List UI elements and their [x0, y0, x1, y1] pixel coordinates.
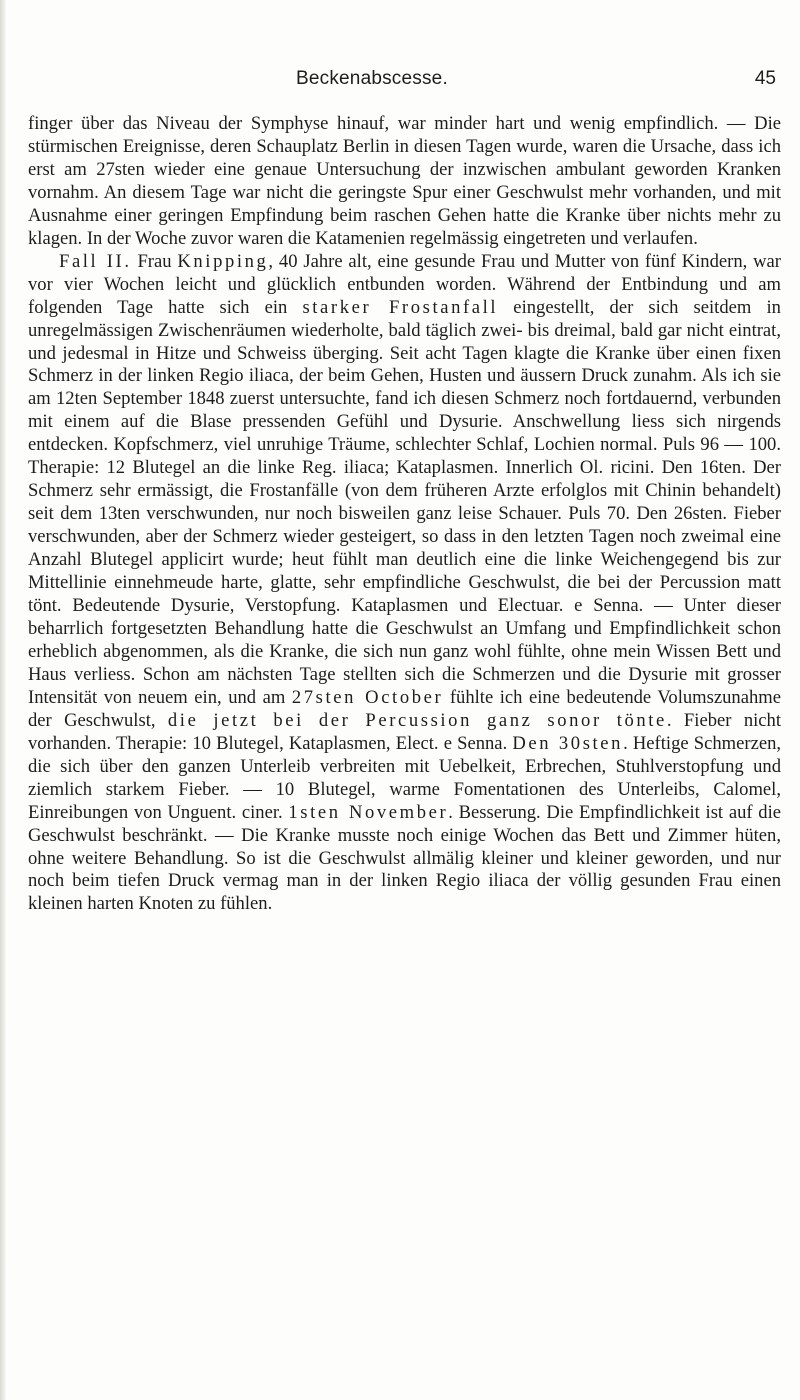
page-number: 45: [754, 68, 776, 89]
case-text-e: . Fieber nicht vorhanden. Therapie: 10 Blutegel, Kataplasmen, Elect. e Senna.: [28, 709, 781, 754]
case-label: Fall II.: [59, 250, 132, 272]
body-text: [28, 113, 781, 916]
running-head: Beckenabscesse.: [296, 68, 448, 89]
emphasis-date-30: Den 30sten: [512, 732, 624, 754]
emphasis-percussion: die jetzt bei der Percussion ganz sonor tönte: [167, 709, 667, 731]
page-gutter-shadow: [0, 0, 6, 1400]
case-text-g: . Besserung. Die Empfindlichkeit ist auf die Geschwulst beschränkt. — Die Kranke musste noch einige Wochen das Bett und Zimmer hüten, ohne weitere Behandlung. So ist die Geschwulst allmälig kleiner und kleiner geworden, und nur noch beim tiefen Druck vermag man in der linken Regio iliaca der völlig gesunden Frau einen kleinen harten Knoten zu fühlen.: [28, 801, 781, 915]
case-text-a: Frau: [131, 250, 178, 272]
paragraph-1-text: finger über das Niveau der Symphyse hinauf, war minder hart und wenig empfindlich. — Die stürmischen Ereignisse, deren Schauplatz Berlin in diesen Tagen wurde, waren die Ursache, dass ich erst am 27sten wieder eine genaue Untersuchung der inzwischen ambulant geworden Kranken vornahm. An diesem Tage war nicht die geringste Spur einer Geschwulst mehr vorhanden, und mit Ausnahme einer geringen Empfindung beim raschen Gehen hatte die Kranke über nichts mehr zu klagen. In der Woche zuvor waren die Katamenien regelmässig eingetreten und verlaufen.: [28, 113, 781, 249]
emphasis-date-november: 1sten November: [288, 801, 449, 823]
emphasis-frostanfall: starker Frostanfall: [302, 296, 499, 318]
case-text-f: . Heftige Schmerzen, die sich über den ganzen Unterleib verbreiten mit Uebelkeit, Erbrechen, Stuhlverstopfung und ziemlich starkem Fieber. — 10 Blutegel, warme Fomentationen des Unterleibs, Calomel, Einreibungen von Unguent. ciner.: [28, 732, 782, 823]
paragraph-case-2: [28, 251, 781, 917]
patient-name: Knipping: [177, 250, 269, 272]
page-header: [0, 68, 800, 98]
paragraph-continuation: [28, 113, 781, 251]
case-text-b: , 40 Jahre alt, eine gesunde Frau und Mutter von fünf Kindern, war vor vier Wochen leicht und glücklich entbunden worden. Während der Entbindung und am folgenden Tage hatte sich ein: [28, 250, 781, 318]
case-text-d: fühlte ich eine bedeutende Volumszunahme der Geschwulst,: [28, 686, 781, 731]
case-text-c: eingestellt, der sich seitdem in unregelmässigen Zwischenräumen wiederholte, bald täglich zwei- bis dreimal, bald gar nicht eintrat, und jedesmal in Hitze und Schweiss überging. Seit acht Tagen klagte die Kranke über einen fixen Schmerz in der linken Regio iliaca, der beim Gehen, Husten und äussern Druck zunahm. Als ich sie am 12ten September 1848 zuerst untersuchte, fand ich diesen Schmerz noch fortdauernd, verbunden mit einem auf die Blase pressenden Gefühl und Dysurie. Anschwellung liess sich nirgends entdecken. Kopfschmerz, viel unruhige Träume, schlechter Schlaf, Lochien normal. Puls 96 — 100. Therapie: 12 Blutegel an die linke Reg. iliaca; Kataplasmen. Innerlich Ol. ricini. Den 16ten. Der Schmerz sehr ermässigt, die Frostanfälle (von dem früheren Arzte erfolglos mit Chinin behandelt) seit dem 13ten verschwunden, nur noch bisweilen ganz leise Schauer. Puls 70. Den 26sten. Fieber verschwunden, aber der Schmerz wieder gesteigert, so dass in den letzten Tagen noch zweimal eine Anzahl Blutegel applicirt wurde; heut fühlt man deutlich eine die linke Weichengegend bis zur Mittellinie einnehmeude harte, glatte, sehr empfindliche Geschwulst, die bei der Percussion matt tönt. Bedeutende Dysurie, Verstopfung. Kataplasmen und Electuar. e Senna. — Unter dieser beharrlich fortgesetzten Behandlung hatte die Geschwulst an Umfang und Empfindlichkeit schon erheblich abgenommen, als die Kranke, die sich nun ganz wohl fühlte, ohne mein Wissen Bett und Haus verliess. Schon am nächsten Tage stellten sich die Schmerzen und die Dysurie mit grosser Intensität von neuem ein, und am: [28, 296, 781, 708]
emphasis-date-october: 27sten October: [291, 686, 444, 708]
